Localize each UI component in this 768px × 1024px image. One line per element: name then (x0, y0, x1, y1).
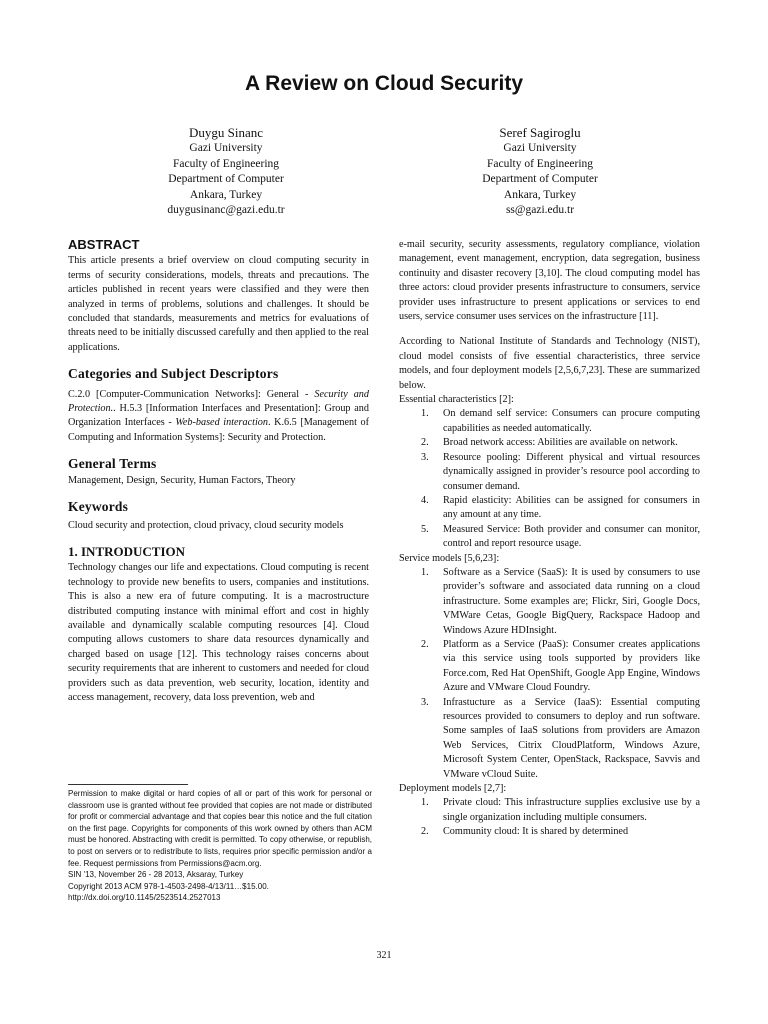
categories-part: C.2.0 [Computer-Communication Networks]: General - (68, 388, 315, 400)
list-label: Service models [5,6,23]: (399, 552, 500, 564)
service-models-list (399, 566, 700, 782)
keywords-heading: Keywords (68, 499, 129, 515)
author-name: Duygu Sinanc (188, 125, 264, 140)
author-email: ss@gazi.edu.tr (505, 204, 575, 217)
list-item: 1. Private cloud: This infrastructure supplies exclusive use by a single organization including multiple consumers. (421, 797, 700, 823)
list-item: 3. Resource pooling: Different physical and virtual resources dynamically assigned in provider’s resource pool according to consumer demand. (421, 451, 700, 492)
general-terms-heading: General Terms (68, 456, 157, 472)
permission-text: Permission to make digital or hard copies of all or part of this work for personal or classroom use is granted without fee provided that copies are not made or distributed for profit or commercial advantage and that copies bear this notice and the full citation on the first page. Copyrights for components of this work owned by others than ACM must be honored. Abstracting with credit is permitted. To copy otherwise, or republish, to post on servers or to redistribute to lists, requires prior specific permission and/or a fee. Request permissions from Permissions@acm.org. (68, 789, 372, 868)
body-paragraph: According to National Institute of Standards and Technology (NIST), cloud model consists of five essential characteristics, three service models, and four deployment models [2,5,6,7,23]. These are summarized below. (399, 336, 700, 391)
list-item: 3. Infrastucture as a Service (IaaS): Essential computing resources provided to consumers to deploy and run software. Some samples of IaaS solutions from providers are Amazon Web Services, Citrix CloudPlatform, Windows Azure, Microsoft System Center, OpenStack, Rackspace, Savvis and VMware vCloud Suite. (421, 696, 700, 780)
deployment-models-list (399, 796, 700, 839)
list-item: 2. Platform as a Service (PaaS): Consumer creates applications via this service using tools supported by providers like Force.com, Red Hat OpenShift, Google App Engine, Windows Azure and VMware Cloud Foundry. (421, 638, 700, 694)
copyright-line: Copyright 2013 ACM 978-1-4503-2498-4/13/11…$15.00. (68, 881, 269, 891)
doi-link[interactable]: http://dx.doi.org/10.1145/2523514.2527013 (68, 893, 221, 903)
left-column (68, 238, 369, 705)
permission-block (68, 788, 372, 904)
introduction-text: Technology changes our life and expectations. Cloud computing is recent technology to provide new benefits to users, companies and institutions. This is also a new era of future computing. It is a macrostructure distributed computing instance with minimal effort and cost in highly available and dynamically scalable computing resources [4]. Cloud computing allows customers to share data resources dynamically and charged based on usage [12]. This technology raises concerns about security requirements that are inherent to customers and needed for cloud providers such as data prevention, web security, location, identity and access management, recovery, data loss prevention, web and (68, 562, 369, 703)
author-affiliation: Faculty of Engineering (486, 157, 594, 170)
list-item-text: Resource pooling: Different physical and virtual resources dynamically assigned in provider’s resource pool according to consumer demand. (443, 451, 700, 492)
list-item: 4. Rapid elasticity: Abilities can be assigned for consumers in any amount at any time. (421, 494, 700, 521)
author-location: Ankara, Turkey (503, 188, 577, 201)
page-number: 321 (376, 950, 392, 961)
categories-text (68, 388, 369, 446)
list-item: 1. On demand self service: Consumers can procure computing capabilities as needed automatically. (421, 408, 700, 434)
author-email: duygusinanc@gazi.edu.tr (167, 204, 285, 217)
list-item-text: Broad network access: Abilities are available on network. (443, 437, 678, 449)
footnote-rule (68, 784, 188, 785)
list-item-text: On demand self service: Consumers can procure computing capabilities as needed automatically. (443, 408, 700, 434)
keywords-text: Cloud security and protection, cloud privacy, cloud security models (68, 519, 344, 531)
author-affiliation: Department of Computer (482, 173, 598, 186)
categories-heading: Categories and Subject Descriptors (68, 366, 279, 382)
list-item-text: Rapid elasticity: Abilities can be assigned for consumers in any amount at any time. (443, 494, 700, 521)
author-name: Seref Sagiroglu (499, 125, 581, 140)
list-label: Essential characteristics [2]: (399, 394, 514, 406)
list-item: 1. Software as a Service (SaaS): It is used by consumers to use provider’s software and associated data running on a cloud infrastructure. Some examples are; Flickr, Siri, Google Docs, VMWare Cetas, Google BigQuery, Rackspace Hadoop and Windows Azure HDInsight. (421, 566, 700, 636)
body-paragraph: e-mail security, security assessments, regulatory compliance, violation management, event management, encryption, data segregation, business continuity and disaster recovery [3,10]. The cloud computing model has three actors: cloud provider presents infrastructure to consumers, service provider uses infrastructure to present applications or services to end users, service consumer uses services on the infrastructure [11]. (399, 239, 700, 323)
list-item-text: Platform as a Service (PaaS): Consumer creates applications via this service using tools supported by providers like Force.com, Red Hat OpenShift, Google App Engine, Windows Azure and VMware Cloud Foundry. (443, 638, 700, 694)
list-item: 5. Measured Service: Both provider and consumer can monitor, control and report resource usage. (421, 523, 700, 550)
essential-characteristics-list (399, 407, 700, 551)
author-location: Ankara, Turkey (189, 188, 263, 201)
author-block-1 (96, 124, 356, 219)
categories-part: . K.6.5 [Management of Computing and Information Systems]: Security and Protection. (68, 417, 370, 443)
introduction-heading: 1. INTRODUCTION (68, 543, 186, 559)
author-block-2 (410, 124, 670, 219)
right-column (399, 238, 700, 840)
list-item: 2. Community cloud: It is shared by determined (421, 826, 629, 838)
list-item-text: Infrastucture as a Service (IaaS): Essential computing resources provided to consumers to deploy and run software. Some samples of IaaS solutions from providers are Amazon Web Services, Citrix CloudPlatform, Windows Azure, Microsoft System Center, OpenStack, Rackspace, Savvis and VMware vCloud Suite. (443, 696, 700, 780)
list-item-text: Private cloud: This infrastructure supplies exclusive use by a single organization including multiple consumers. (443, 797, 700, 823)
categories-part: . H.5.3 [Information Interfaces and Presentation]: Group and Organization Interfaces - (68, 403, 369, 429)
categories-part-italic: Web-based interaction (175, 417, 268, 429)
conference-line: SIN '13, November 26 - 28 2013, Aksaray, Turkey (68, 870, 244, 880)
categories-part-italic: Security and Protection. (68, 388, 369, 415)
list-label: Deployment models [2,7]: (399, 783, 507, 795)
paper-title: A Review on Cloud Security (244, 72, 524, 95)
list-item-text: Software as a Service (SaaS): It is used by consumers to use provider’s software and associated data running on a cloud infrastructure. Some examples are; Flickr, Siri, Google Docs, VMWare Cetas, Google BigQuery, Rackspace Hadoop and Windows Azure HDInsight. (443, 566, 700, 636)
general-terms-text: Management, Design, Security, Human Factors, Theory (68, 474, 296, 486)
author-affiliation: Gazi University (503, 142, 577, 154)
author-affiliation: Gazi University (189, 142, 263, 154)
abstract-text: This article presents a brief overview on cloud computing security in terms of security considerations, models, threats and precautions. The articles published in recent years were classified and they were then analyzed in terms of problems, solutions and challenges. It should be concluded that standards, measurements and metrics for evaluations of threats need to be initially discussed carefully and then applied to the real applications. (68, 255, 369, 353)
list-item-text: Measured Service: Both provider and consumer can monitor, control and report resource usage. (443, 523, 700, 550)
list-item-text: Community cloud: It is shared by determined (443, 826, 629, 838)
author-affiliation: Department of Computer (168, 173, 284, 186)
abstract-heading: ABSTRACT (68, 237, 140, 252)
author-affiliation: Faculty of Engineering (172, 157, 280, 170)
list-item: 2. Broad network access: Abilities are available on network. (421, 437, 678, 449)
